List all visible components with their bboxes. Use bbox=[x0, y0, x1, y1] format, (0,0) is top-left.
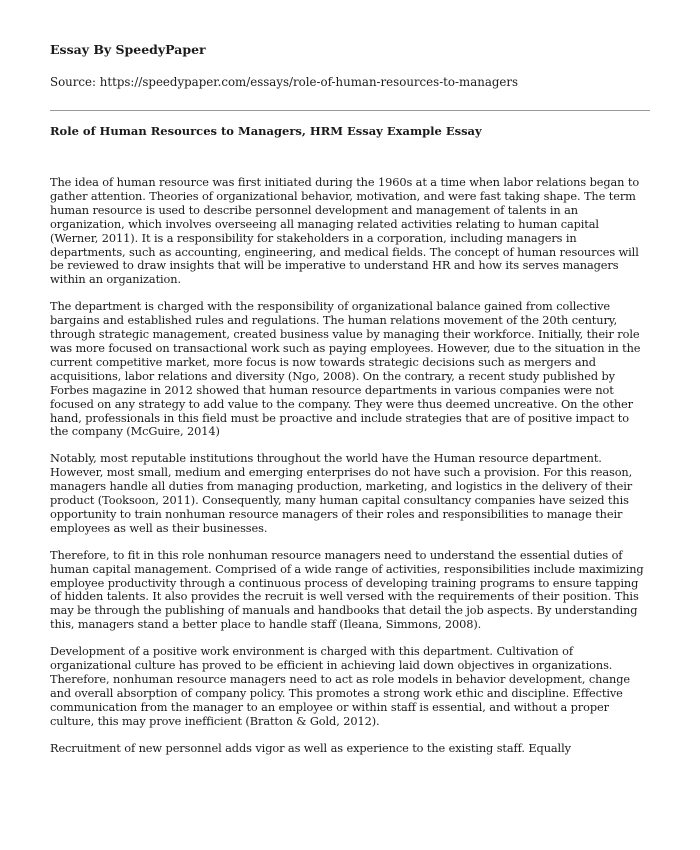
essay-body bbox=[50, 176, 650, 756]
paragraph: Recruitment of new personnel adds vigor as well as experience to the existing staff. Equally bbox=[50, 740, 571, 755]
essay-title: Role of Human Resources to Managers, HRM Essay Example Essay bbox=[50, 124, 482, 138]
source-url[interactable]: https://speedypaper.com/essays/role-of-human-resources-to-managers bbox=[99, 75, 519, 89]
source-label: Source: bbox=[50, 75, 96, 89]
paragraph: Development of a positive work environment is charged with this department. Cultivation of organizational culture has proved to be efficient in achieving laid down objectives in organizations. Therefore, nonhuman resource managers need to act as role models in behavior development, change and overall absorption of company policy. This promotes a strong work ethic and discipline. Effective communication from the manager to an employee or within staff is essential, and without a proper culture, this may prove inefficient (Bratton & Gold, 2012). bbox=[50, 644, 631, 728]
source-line bbox=[50, 74, 650, 90]
paragraph: The department is charged with the responsibility of organizational balance gained from collective bargains and established rules and regulations. The human relations movement of the 20th century, through strategic management, created business value by managing their workforce. Initially, their role was more focused on transactional work such as paying employees. However, due to the situation in the current competitive market, more focus is now towards strategic decisions such as mergers and acquisitions, labor relations and diversity (Ngo, 2008). On the contrary, a recent study published by Forbes magazine in 2012 showed that human resource departments in various companies were not focused on any strategy to add value to the company. They were thus deemed uncreative. On the other hand, professionals in this field must be proactive and include strategies that are of positive impact to the company (McGuire, 2014) bbox=[50, 299, 641, 439]
paragraph: Notably, most reputable institutions throughout the world have the Human resource department. However, most small, medium and emerging enterprises do not have such a provision. For this reason, managers handle all duties from managing production, marketing, and logistics in the delivery of their product (Tooksoon, 2011). Consequently, many human capital consultancy companies have seized this opportunity to train nonhuman resource managers of their roles and responsibilities to manage their employees as well as their businesses. bbox=[50, 451, 633, 535]
divider bbox=[50, 110, 650, 111]
site-title: Essay By SpeedyPaper bbox=[50, 42, 206, 57]
paragraph: Therefore, to fit in this role nonhuman resource managers need to understand the essential duties of human capital management. Comprised of a wide range of activities, responsibilities include maximizing employee productivity through a continuous process of developing training programs to ensure tapping of hidden talents. It also provides the recruit is well versed with the requirements of their position. This may be through the publishing of manuals and handbooks that detail the job aspects. By understanding this, managers stand a better place to handle staff (Ileana, Simmons, 2008). bbox=[50, 547, 644, 632]
document-page bbox=[50, 42, 650, 769]
paragraph: The idea of human resource was first initiated during the 1960s at a time when labor relations began to gather attention. Theories of organizational behavior, motivation, and were fast taking shape. The term human resource is used to describe personnel development and management of talents in an organization, which involves overseeing all managing related activities relating to human capital (Werner, 2011). It is a responsibility for stakeholders in a corporation, including managers in departments, such as accounting, engineering, and medical fields. The concept of human resources will be reviewed to draw insights that will be imperative to understand HR and how its serves managers within an organization. bbox=[50, 175, 640, 287]
